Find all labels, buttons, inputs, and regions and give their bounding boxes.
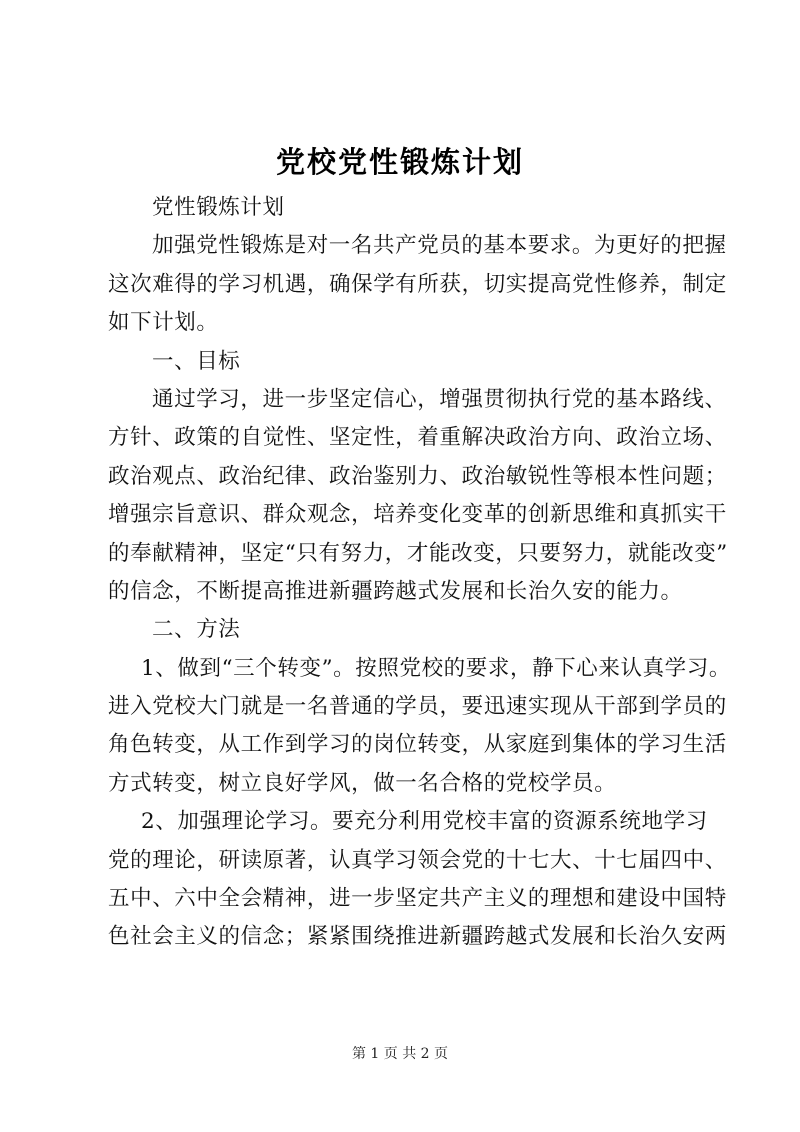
paragraph-line: 方针、政策的自觉性、坚定性，着重解决政治方向、政治立场、 <box>108 425 727 451</box>
subtitle-line: 党性锻炼计划 <box>152 195 285 220</box>
page-footer: 第 1 页 共 2 页 <box>351 1046 449 1062</box>
paragraph-line: 如下计划。 <box>108 310 219 336</box>
paragraph-line: 党的理论，研读原著，认真学习领会党的十七大、十七届四中、 <box>108 847 727 873</box>
paragraph-line: 2、加强理论学习。要充分利用党校丰富的资源系统地学习 <box>141 809 708 835</box>
paragraph-line: 1、做到“三个转变”。按照党校的要求，静下心来认真学习。 <box>141 655 731 681</box>
paragraph-line: 角色转变，从工作到学习的岗位转变，从家庭到集体的学习生活 <box>108 732 727 758</box>
paragraph-line: 这次难得的学习机遇，确保学有所获，切实提高党性修养，制定 <box>108 271 727 297</box>
paragraph-line: 色社会主义的信念；紧紧围绕推进新疆跨越式发展和长治久安两 <box>108 924 727 950</box>
paragraph-line: 增强宗旨意识、群众观念，培养变化变革的创新思维和真抓实干 <box>108 502 727 528</box>
paragraph-line: 的奉献精神，坚定“只有努力，才能改变，只要努力，就能改变” <box>108 540 728 566</box>
paragraph-line: 进入党校大门就是一名普通的学员，要迅速实现从干部到学员的 <box>108 694 727 720</box>
paragraph-line: 五中、六中全会精神，进一步坚定共产主义的理想和建设中国特 <box>108 886 727 912</box>
document-body <box>108 189 731 957</box>
paragraph-line: 的信念，不断提高推进新疆跨越式发展和长治久安的能力。 <box>108 578 683 604</box>
paragraph-line: 方式转变，树立良好学风，做一名合格的党校学员。 <box>108 770 617 796</box>
section-heading: 一、目标 <box>152 348 241 374</box>
section-heading: 二、方法 <box>152 617 241 643</box>
document-title: 党校党性锻炼计划 <box>275 145 524 179</box>
paragraph-line: 通过学习，进一步坚定信心，增强贯彻执行党的基本路线、 <box>152 386 727 412</box>
paragraph-line: 政治观点、政治纪律、政治鉴别力、政治敏锐性等根本性问题； <box>108 463 727 489</box>
paragraph-line: 加强党性锻炼是对一名共产党员的基本要求。为更好的把握 <box>152 233 727 259</box>
